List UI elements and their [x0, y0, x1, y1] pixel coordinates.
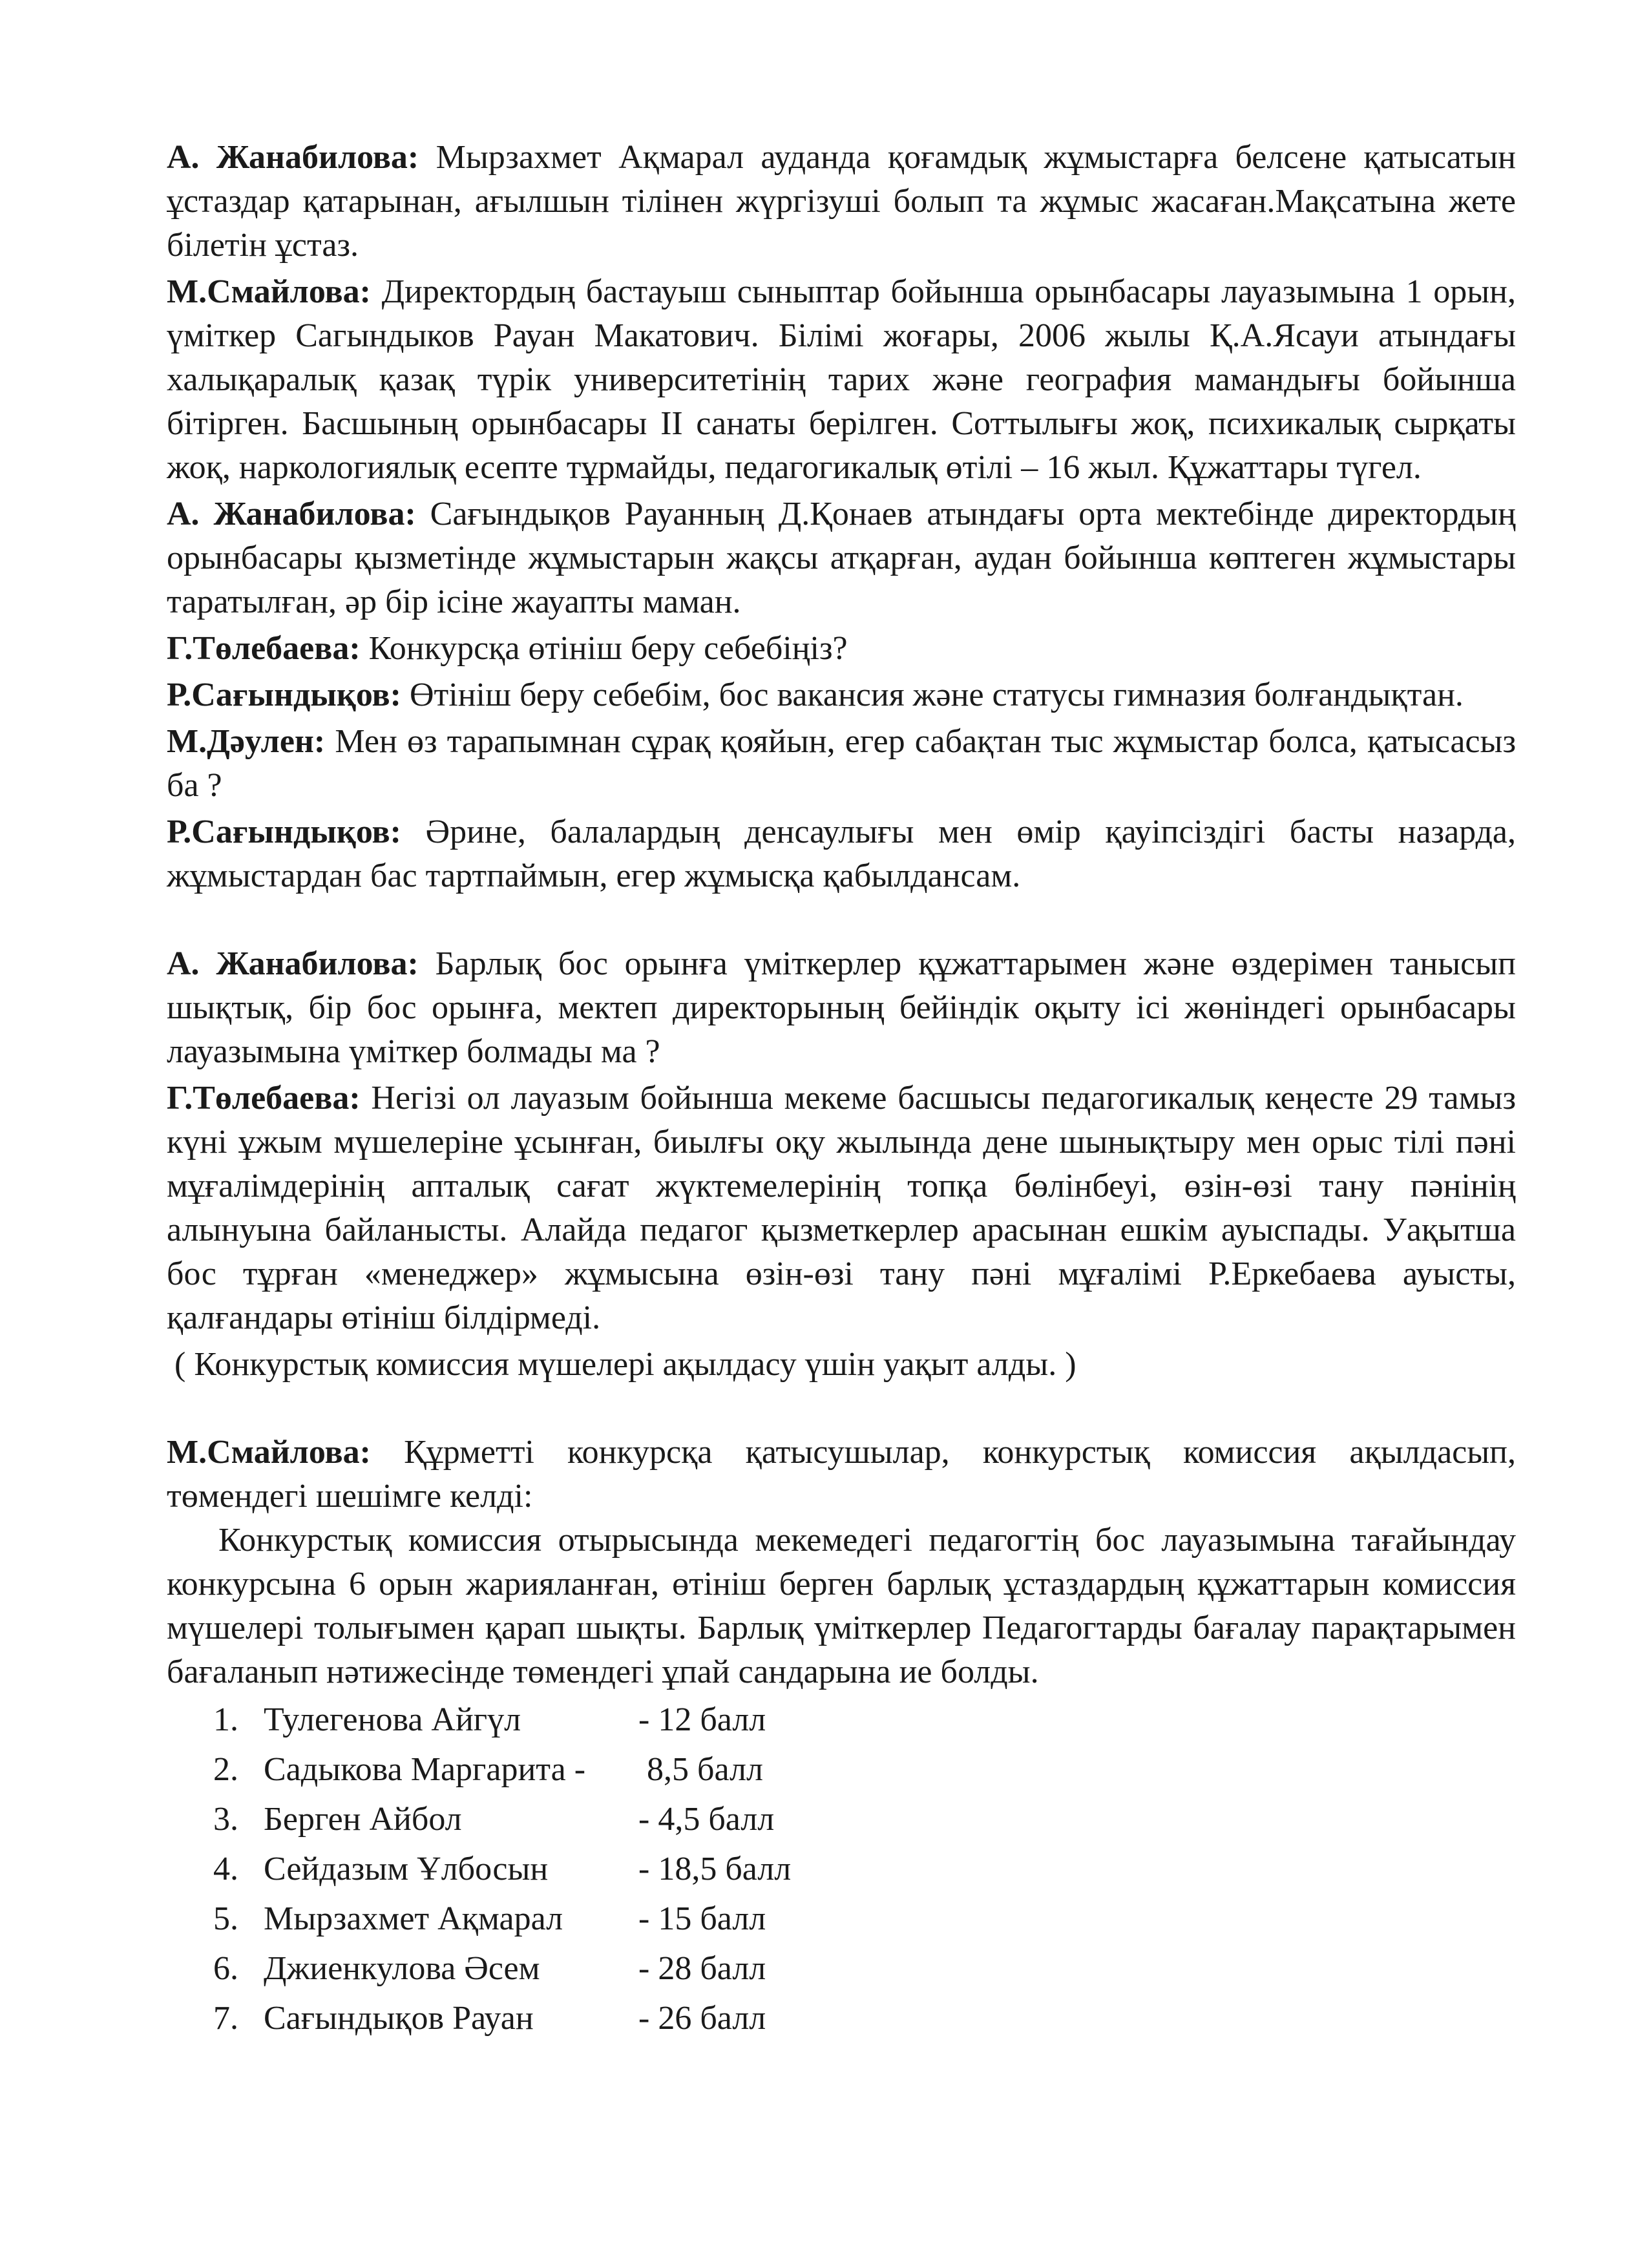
- speech-text: Мен өз тарапымнан сұрақ қояйын, егер сабақтан тыс жұмыстар болса, қатысасыз ба ?: [167, 723, 1516, 804]
- dialogue-paragraph: [167, 942, 1516, 1074]
- candidate-name: Сағындықов Рауан: [264, 2000, 534, 2037]
- dialogue-paragraph: [167, 673, 1516, 717]
- candidate-name: Мырзахмет Ақмарал: [264, 1900, 563, 1937]
- speech-text: Әрине, балалардың денсаулығы мен өмір қауіпсіздігі басты назарда, жұмыстардан бас тартпаймын, егер жұмысқа қабылдансам.: [167, 814, 1516, 894]
- speaker-name: Г.Төлебаева:: [167, 1080, 361, 1117]
- speaker-name: Р.Сағындықов:: [167, 677, 401, 713]
- candidate-name: Джиенкулова Әсем: [264, 1950, 540, 1987]
- speech-text: Директордың бастауыш сыныптар бойынша орынбасары лауазымына 1 орын, үміткер Сагындыков Рауан Макатович. Білімі жоғары, 2006 жылы Қ.А.Ясауи атындағы халықаралық қазақ түрік университетінің тарих және география мамандығы бойынша бітірген. Басшының орынбасары II санаты берілген. Соттылығы жоқ, психикалық сырқаты жоқ, наркологиялық есепте тұрмайды, педагогикалық өтілі – 16 жыл. Құжаттары түгел.: [167, 273, 1516, 486]
- item-number: 6.: [213, 1950, 238, 1987]
- list-item: [213, 1698, 1516, 1748]
- list-item: [213, 1947, 1516, 1997]
- speaker-name: А. Жанабилова:: [167, 139, 419, 176]
- list-item: [213, 1997, 1516, 2046]
- candidate-score: - 28 балл: [638, 1950, 766, 1987]
- speaker-name: М.Смайлова:: [167, 1434, 371, 1471]
- item-number: 3.: [213, 1801, 238, 1838]
- speaker-name: М.Смайлова:: [167, 273, 371, 310]
- speaker-name: М.Дәулен:: [167, 723, 326, 760]
- document-page: [167, 136, 1516, 2046]
- item-number: 5.: [213, 1900, 238, 1937]
- candidate-score: - 12 балл: [638, 1701, 766, 1738]
- list-item: [213, 1798, 1516, 1847]
- speech-text: Конкурсқа өтініш беру себебіңіз?: [360, 630, 848, 667]
- speech-text: Мырзахмет Ақмарал ауданда қоғамдық жұмыстарға белсене қатысатын ұстаздар қатарынан, ағылшын тілінен жүргізуші болып та жұмыс жасаған.Мақсатына жете білетін ұстаз.: [167, 139, 1516, 264]
- item-number: 7.: [213, 2000, 238, 2037]
- decision-body: Конкурстық комиссия отырысында мекемедегі педагогтің бос лауазымына тағайындау конкурсына 6 орын жарияланған, өтініш берген барлық ұстаздардың құжаттарын комиссия мүшелері толығымен қарап шықты. Барлық үміткерлер Педагогтарды бағалау парақтарымен бағаланып нәтижесінде төмендегі ұпай сандарына ие болды.: [167, 1522, 1516, 1690]
- list-item: [213, 1847, 1516, 1897]
- candidate-name: Берген Айбол: [264, 1801, 462, 1838]
- speaker-name: А. Жанабилова:: [167, 496, 416, 532]
- speaker-name: А. Жанабилова:: [167, 945, 419, 982]
- candidate-score: - 26 балл: [638, 2000, 766, 2037]
- candidate-score: - 15 балл: [638, 1900, 766, 1937]
- candidate-score: 8,5 балл: [638, 1751, 763, 1788]
- dialogue-paragraph: [167, 810, 1516, 898]
- dialogue-paragraph: [167, 270, 1516, 490]
- dialogue-paragraph: [167, 492, 1516, 624]
- speech-text: Сағындықов Рауанның Д.Қонаев атындағы орта мектебінде директордың орынбасары қызметінде жұмыстарын жақсы атқарған, аудан бойынша көптеген жұмыстары таратылған, әр бір ісіне жауапты маман.: [167, 496, 1516, 620]
- item-number: 1.: [213, 1701, 238, 1738]
- decision-paragraph: [167, 1431, 1516, 1518]
- candidate-name: Садыкова Маргарита -: [264, 1751, 586, 1788]
- candidate-name: Сейдазым Ұлбосын: [264, 1851, 549, 1887]
- score-list: [167, 1698, 1516, 2046]
- dialogue-paragraph: [167, 627, 1516, 671]
- speaker-name: Г.Төлебаева:: [167, 630, 361, 667]
- item-number: 2.: [213, 1751, 238, 1788]
- speech-text: Өтініш беру себебім, бос вакансия және статусы гимназия болғандықтан.: [401, 677, 1464, 713]
- dialogue-paragraph: [167, 1076, 1516, 1340]
- candidate-score: - 18,5 балл: [638, 1851, 792, 1887]
- speaker-name: Р.Сағындықов:: [167, 814, 401, 850]
- speech-text: Негізі ол лауазым бойынша мекеме басшысы педагогикалық кеңесте 29 тамыз күні ұжым мүшелеріне ұсынған, биылғы оқу жылында дене шынықтыру мен орыс тілі пәні мұғалімдерінің апталық сағат жүктемелерінің топқа бөлінбеуі, өзін-өзі тану пәнінің алынуына байланысты. Алайда педагог қызметкерлер арасынан ешкім ауыспады. Уақытша бос тұрған «менеджер» жұмысына өзін-өзі тану пәні мұғалімі Р.Еркебаева ауысты, қалғандары өтініш білдірмеді.: [167, 1080, 1516, 1336]
- item-number: 4.: [213, 1851, 238, 1887]
- dialogue-paragraph: [167, 136, 1516, 268]
- commission-note: ( Конкурстық комиссия мүшелері ақылдасу үшін уақыт алды. ): [174, 1346, 1077, 1383]
- speech-text: Барлық бос орынға үміткерлер құжаттарымен және өздерімен танысып шықтық, бір бос орынға, мектеп директорының бейіндік оқыту ісі жөніндегі орынбасары лауазымына үміткер болмады ма ?: [167, 945, 1516, 1070]
- list-item: [213, 1748, 1516, 1798]
- speech-text: Құрметті конкурсқа қатысушылар, конкурстық комиссия ақылдасып, төмендегі шешімге келді:: [167, 1434, 1516, 1515]
- dialogue-paragraph: [167, 720, 1516, 808]
- list-item: [213, 1897, 1516, 1947]
- candidate-name: Тулегенова Айгүл: [264, 1701, 521, 1738]
- candidate-score: - 4,5 балл: [638, 1801, 775, 1838]
